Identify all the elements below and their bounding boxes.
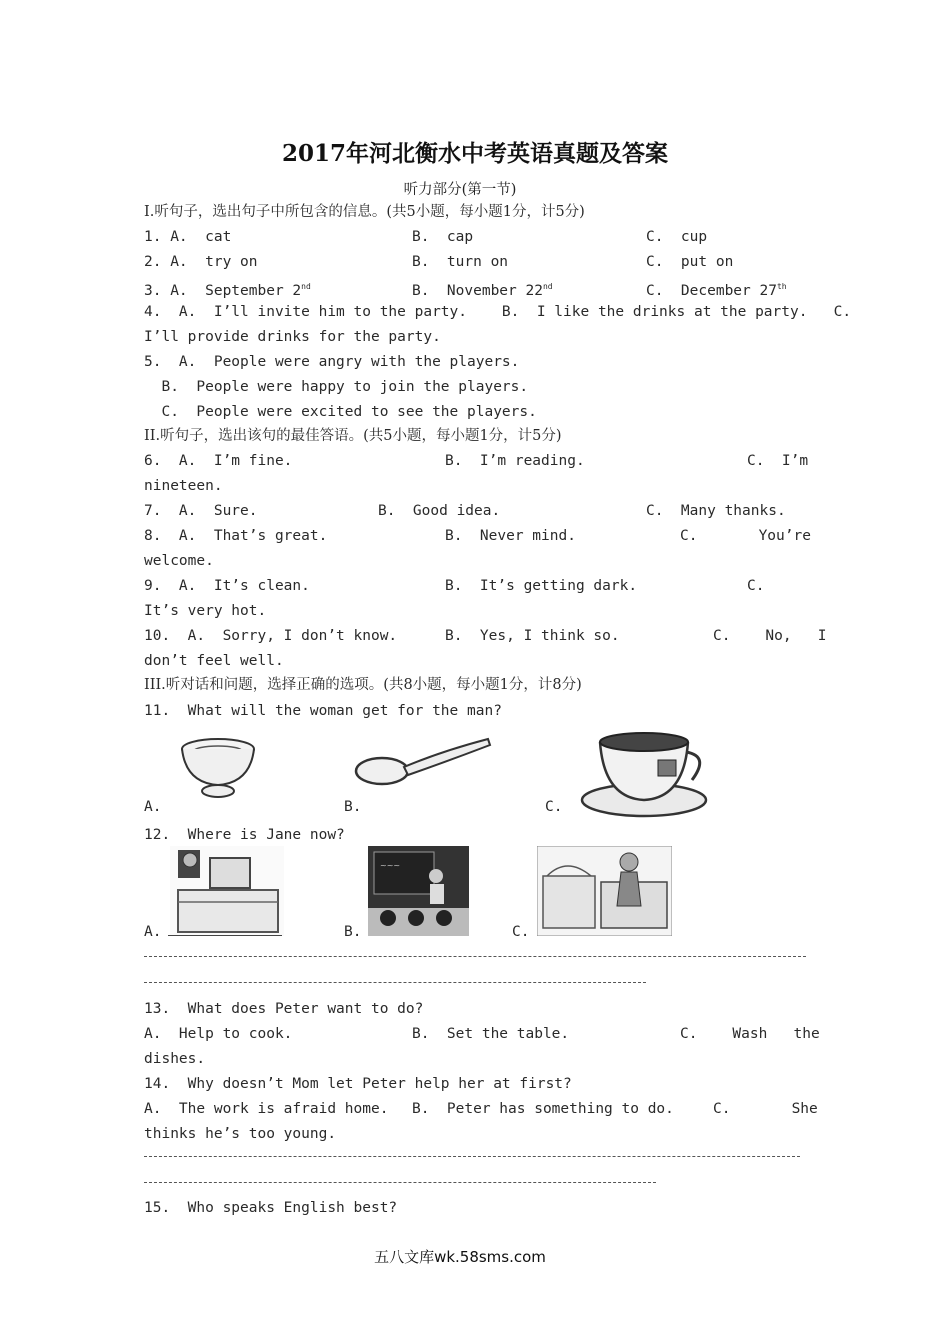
q9-b: B. It’s getting dark. [445, 578, 638, 594]
q11-opt-b: B. [344, 799, 362, 815]
q7-a: 7. A. Sure. [144, 503, 258, 519]
dashed-separator [144, 1182, 656, 1183]
q8-cont: welcome. [144, 553, 214, 569]
svg-text:~~~: ~~~ [380, 861, 401, 870]
q13-opt-c: C. Wash the [680, 1026, 820, 1042]
q12-opt-b: B. [344, 924, 362, 940]
q10-c: C. No, I [713, 628, 827, 644]
q9-cont: It’s very hot. [144, 603, 267, 619]
q8-a: 8. A. That’s great. [144, 528, 328, 544]
section2-heading: II.听句子，选出该句的最佳答语。(共5小题，每小题1分，计5分) [144, 428, 562, 444]
classroom-picture [368, 846, 469, 936]
q1-c: C. cup [646, 229, 708, 245]
q11-opt-a: A. [144, 799, 162, 815]
q8-c: C. You’re [680, 528, 811, 544]
q6-cont: nineteen. [144, 478, 223, 494]
q6-a: 6. A. I’m fine. [144, 453, 293, 469]
q2-c: C. put on [646, 254, 734, 270]
q14-cont: thinks he’s too young. [144, 1126, 337, 1142]
q14-opt-a: A. The work is afraid home. [144, 1101, 389, 1117]
section-subtitle: 听力部分(第一节) [403, 182, 517, 198]
office-desk-picture [170, 846, 284, 936]
answer-blank-line [168, 935, 282, 936]
bowl-picture [178, 733, 258, 801]
q7-c: C. Many thanks. [646, 503, 786, 519]
q5-line2: B. People were happy to join the players. [144, 379, 529, 395]
q1-a: 1. A. cat [144, 229, 232, 245]
sofa-room-picture [537, 846, 672, 936]
q13-opt-a: A. Help to cook. [144, 1026, 293, 1042]
q10-a: 10. A. Sorry, I don’t know. [144, 628, 398, 644]
q9-c: C. [747, 578, 765, 594]
q2-b: B. turn on [412, 254, 509, 270]
q14-opt-c: C. She [713, 1101, 818, 1117]
q6-c: C. I’m [747, 453, 809, 469]
q13-opt-b: B. Set the table. [412, 1026, 570, 1042]
q12-opt-a: A. [144, 924, 162, 940]
q6-b: B. I’m reading. [445, 453, 585, 469]
q12-question: 12. Where is Jane now? [144, 827, 345, 843]
q2-a: 2. A. try on [144, 254, 258, 270]
q4-line1: 4. A. I’ll invite him to the party. B. I like the drinks at the party. C. [144, 304, 852, 320]
dashed-separator [144, 982, 646, 983]
q13-question: 13. What does Peter want to do? [144, 1001, 424, 1017]
q3-b: B. November 22nd [412, 282, 553, 299]
q5-line1: 5. A. People were angry with the players. [144, 354, 520, 370]
q5-line3: C. People were excited to see the players. [144, 404, 537, 420]
document-title: 2017年河北衡水中考英语真题及答案 [281, 140, 668, 167]
q13-cont: dishes. [144, 1051, 206, 1067]
q9-a: 9. A. It’s clean. [144, 578, 310, 594]
dashed-separator [144, 1156, 800, 1157]
spoon-picture [352, 733, 494, 789]
section1-heading: I.听句子，选出句子中所包含的信息。(共5小题，每小题1分，计5分) [144, 204, 585, 220]
q10-b: B. Yes, I think so. [445, 628, 620, 644]
q4-line2: I’ll provide drinks for the party. [144, 329, 441, 345]
q11-opt-c: C. [545, 799, 563, 815]
q10-cont: don’t feel well. [144, 653, 284, 669]
q14-opt-b: B. Peter has something to do. [412, 1101, 674, 1117]
q3-c: C. December 27th [646, 282, 787, 299]
q14-question: 14. Why doesn’t Mom let Peter help her at first? [144, 1076, 572, 1092]
teacup-picture [578, 728, 718, 820]
q11-question: 11. What will the woman get for the man? [144, 703, 502, 719]
footer-watermark: 五八文库wk.58sms.com [374, 1248, 546, 1266]
q7-b: B. Good idea. [378, 503, 501, 519]
section3-heading: III.听对话和问题，选择正确的选项。(共8小题，每小题1分，计8分) [144, 677, 582, 693]
q3-a: 3. A. September 2nd [144, 282, 311, 299]
q15-question: 15. Who speaks English best? [144, 1200, 398, 1216]
q12-opt-c: C. [512, 924, 530, 940]
dashed-separator [144, 956, 806, 957]
q8-b: B. Never mind. [445, 528, 576, 544]
q1-b: B. cap [412, 229, 474, 245]
